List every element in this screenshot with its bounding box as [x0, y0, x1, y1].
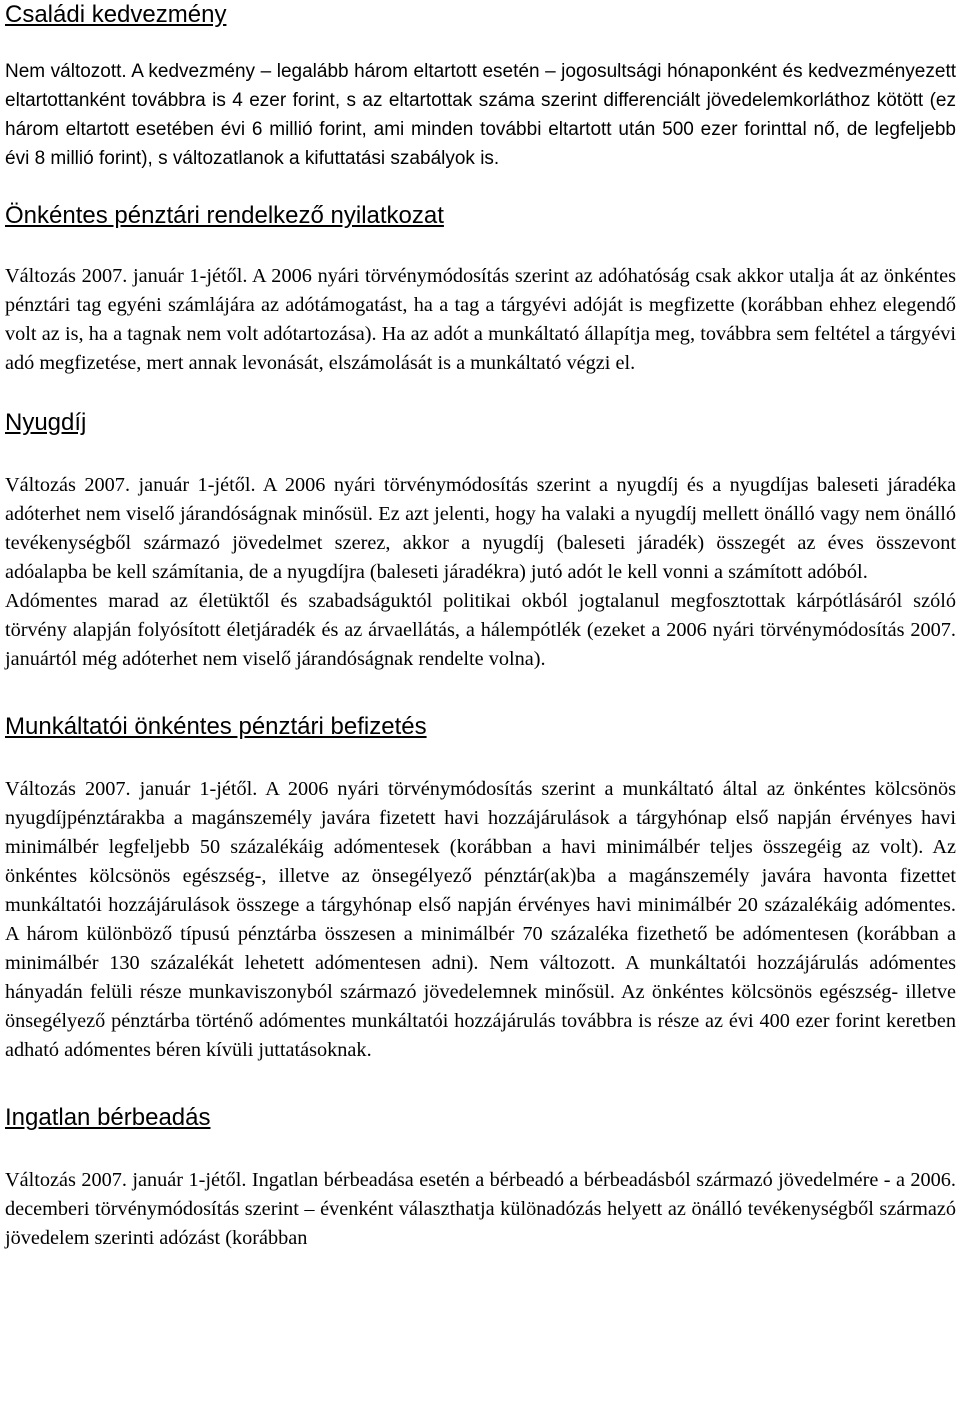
section-body	[5, 1166, 956, 1253]
paragraph: Változás 2007. január 1-jétől. Ingatlan bérbeadása esetén a bérbeadó a bérbeadásból származó jövedelmére - a 2006. decemberi törvénymódosítás szerint – évenként választhatja különadózás helyett az önálló tevékenységből származó jövedelem szerinti adózást (korábban	[5, 1169, 956, 1249]
section-body	[5, 57, 956, 173]
section-heading: Önkéntes pénztári rendelkező nyilatkozat	[5, 202, 444, 229]
section-heading: Családi kedvezmény	[5, 1, 227, 28]
section-body	[5, 471, 956, 674]
paragraph: Adómentes marad az életüktől és szabadságuktól politikai okból jogtalanul megfosztottak kárpótlásáról szóló törvény alapján folyósított életjáradék és az árvaellátás, a hálempótlék (ezeket a 2006 nyári törvénymódosítás 2007. januártól még adóterhet nem viselő járandóságnak rendelte volna).	[5, 590, 956, 670]
section-heading: Nyugdíj	[5, 409, 87, 436]
section-ingatlan-berbeadas	[5, 1103, 956, 1253]
paragraph: Változás 2007. január 1-jétől. A 2006 nyári törvénymódosítás szerint az adóhatóság csak akkor utalja át az önkéntes pénztári tag egyéni számlájára az adótámogatást, ha a tag a tárgyévi adóját is megfizette (korábban ehhez elegendő volt az is, ha a tagnak nem volt adótartozása). Ha az adót a munkáltató állapítja meg, továbbra sem feltétel a tárgyévi adó megfizetése, mert annak levonását, elszámolását is a munkáltató végzi el.	[5, 265, 956, 374]
section-nyugdij	[5, 408, 956, 674]
section-munkaltatoi-befizetes	[5, 712, 956, 1065]
section-heading: Ingatlan bérbeadás	[5, 1104, 211, 1131]
section-heading: Munkáltatói önkéntes pénztári befizetés	[5, 713, 427, 740]
section-body	[5, 775, 956, 1065]
paragraph: Változás 2007. január 1-jétől. A 2006 nyári törvénymódosítás szerint a munkáltató által az önkéntes kölcsönös nyugdíjpénztárakba a magánszemély javára fizetett havi hozzájárulások a tárgyhónap első napján érvényes havi minimálbér legfeljebb 50 százalékáig adómentesek (korábban a havi minimálbér teljes összegéig az volt). Az önkéntes kölcsönös egészség-, illetve az önsegélyező pénztár(ak)ba a magánszemély javára havonta fizettet munkáltatói hozzájárulások összege a tárgyhónap első napján érvényes havi minimálbér 20 százalékáig adómentes. A három különböző típusú pénztárba összesen a minimálbér 70 százaléka fizethető be adómentesen (korábban a minimálbér 130 százalékát lehetett adómentesen adni). Nem változott. A munkáltatói hozzájárulás adómentes hányadán felüli része munkaviszonyból származó jövedelemnek minősül. Az önkéntes kölcsönös egészség- illetve önsegélyező pénztárba történő adómentes munkáltatói hozzájárulás továbbra is része az évi 400 ezer forint keretben adható adómentes béren kívüli juttatásoknak.	[5, 778, 956, 1061]
section-onkentes-penztari-nyilatkozat	[5, 201, 956, 378]
paragraph: Nem változott. A kedvezmény – legalább három eltartott esetén – jogosultsági hónaponként és kedvezményezett eltartottanként továbbra is 4 ezer forint, s az eltartottak száma szerint differenciált jövedelemkorláthoz kötött (ez három eltartott esetében évi 6 millió forint, ami minden további eltartott után 500 ezer forinttal nő, de legfeljebb évi 8 millió forint), s változatlanok a kifuttatási szabályok is.	[5, 61, 956, 169]
section-body	[5, 262, 956, 378]
paragraph: Változás 2007. január 1-jétől. A 2006 nyári törvénymódosítás szerint a nyugdíj és a nyugdíjas baleseti járadéka adóterhet nem viselő járandóságnak minősül. Ez azt jelenti, hogy ha valaki a nyugdíj mellett önálló vagy nem önálló tevékenységből származó jövedelmet szerez, akkor a nyugdíj (baleseti járadék) összegét az éves összevont adóalapba be kell számítania, de a nyugdíjra (baleseti járadékra) jutó adót le kell vonni a számított adóból.	[5, 474, 956, 583]
section-csaladi-kedvezmeny	[5, 0, 956, 173]
